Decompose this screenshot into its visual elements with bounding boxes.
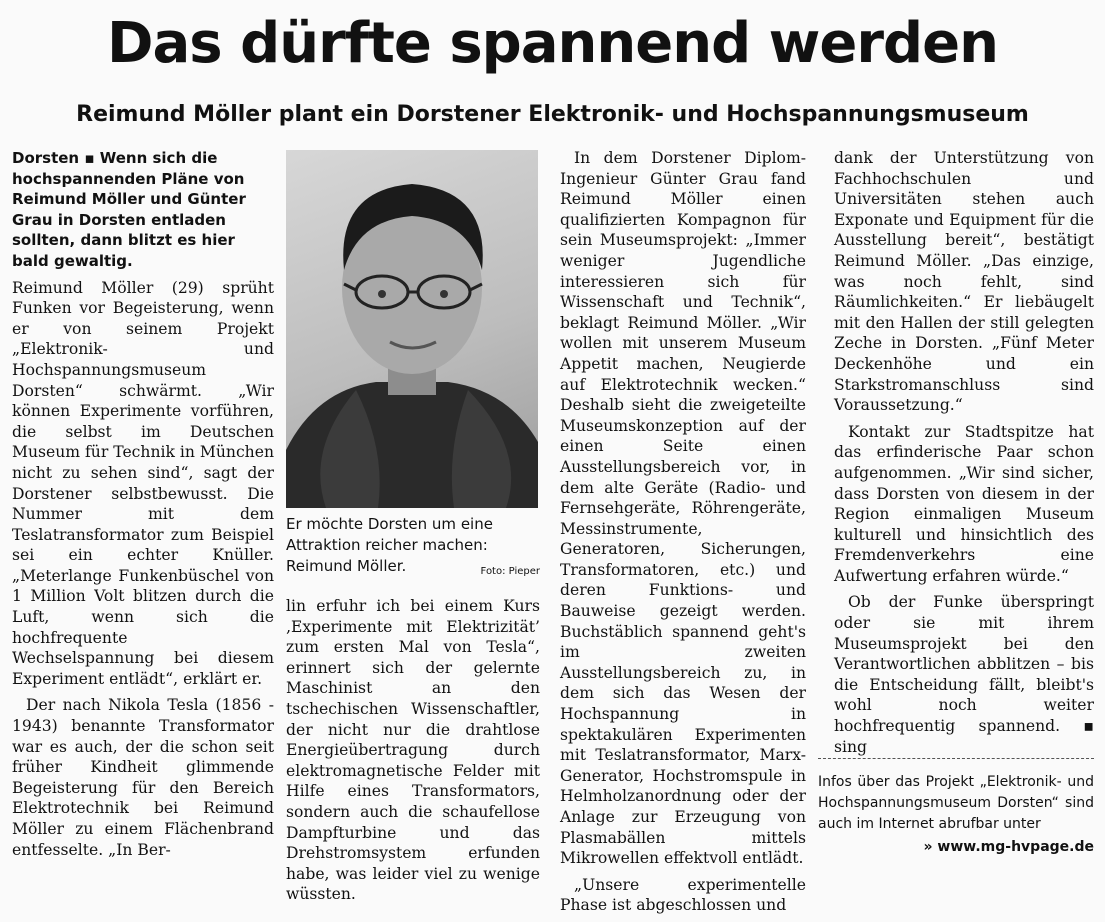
body-paragraph: Kontakt zur Stadtspitze hat das erfinderische Paar schon aufgenommen. „Wir sind sicher, dass Dorsten von diesem in der Region einmaligen Museum kulturell und hinsichtlich des Fremdenverkehrs eine Aufwertung erfahren würde.“	[834, 422, 1094, 585]
photo-credit: Foto: Pieper	[480, 566, 540, 577]
info-box	[818, 772, 1094, 858]
portrait-photo	[286, 150, 538, 508]
caption-text: Er möchte Dorsten um eine Attraktion reicher machen: Reimund Möller.	[286, 515, 493, 575]
body-paragraph: Reimund Möller (29) sprüht Funken vor Begeisterung, wenn er von seinem Projekt „Elektronik- und Hochspannungsmuseum Dorsten“ schwärmt. „Wir können Experimente vorführen, die selbst im Deutschen Museum für Technik in München nicht zu sehen sind“, sagt der Dorstener selbstbewusst. Die Nummer mit dem Teslatransformator zum Beispiel sei ein echter Knüller. „Meterlange Funkenbüschel von 1 Million Volt blitzen durch die Luft, wenn sich die hochfrequente Wechselspannung bei diesem Experiment entlädt“, erklärt er.	[12, 278, 274, 688]
photo-caption	[286, 514, 540, 582]
body-paragraph: Ob der Funke überspringt oder sie mit ihrem Museumsprojekt bei den Verantwortlichen abblitzen – bis die Entscheidung fällt, bleibt's wohl noch weiter hochfrequentig spannend. ▪ sing	[834, 593, 1094, 756]
info-divider	[818, 758, 1094, 759]
website-link[interactable]: » www.mg-hvpage.de	[923, 839, 1094, 855]
info-text: Infos über das Projekt „Elektronik- und Hochspannungsmuseum Dorsten“ sind auch im Internet abrufbar unter	[818, 774, 1094, 832]
headline: Das dürfte spannend werden	[107, 11, 998, 76]
body-paragraph: Der nach Nikola Tesla (1856 - 1943) benannte Transformator war es auch, der die schon seit früher Kindheit glimmende Begeisterung für den Bereich Elektrotechnik bei Reimund Möller zu einem Flächenbrand entfesselte. „In Ber-	[12, 696, 274, 859]
subheadline: Reimund Möller plant ein Dorstener Elektronik- und Hochspannungsmuseum	[76, 102, 1029, 127]
portrait-illustration	[286, 150, 538, 508]
article-column-2	[286, 596, 540, 911]
body-paragraph: In dem Dorstener Diplom-Ingenieur Günter Grau fand Reimund Möller einen qualifizierten Kompagnon für sein Museumsprojekt: „Immer weniger Jugendliche interessieren sich für Wissenschaft und Technik“, beklagt Reimund Möller. „Wir wollen mit unserem Museum Appetit machen, Neugierde auf Elektrotechnik wecken.“ Deshalb sieht die zweigeteilte Museumskonzeption auf der einen Seite einen Ausstellungsbereich vor, in dem alte Geräte (Radio- und Fernsehgeräte, Röhrengeräte, Messinstrumente, Generatoren, Sicherungen, Transformatoren, etc.) und deren Funktions- und Bauweise gezeigt werden. Buchstäblich spannend geht's im zweiten Ausstellungsbereich zu, in dem sich das Wesen der Hochspannung in spektakulären Experimenten mit Teslatransformator, Marx-Generator, Hochstromspule in Helmholzanordnung oder der Anlage zur Erzeugung von Plasmabällen mittels Mikrowellen effektvoll entlädt.	[560, 149, 806, 868]
body-paragraph: „Unsere experimentelle Phase ist abgeschlossen und	[560, 875, 806, 915]
lead-paragraph: Dorsten ▪ Wenn sich die hochspannenden Pläne von Reimund Möller und Günter Grau in Dorsten entladen sollten, dann blitzt es hier bald gewaltig.	[12, 149, 246, 270]
article-column-4	[834, 148, 1094, 763]
article-column-1	[12, 148, 274, 866]
body-paragraph: dank der Unterstützung von Fachhochschulen und Universitäten stehen auch Exponate und Equipment für die Ausstellung bereit“, bestätigt Reimund Möller. „Das einzige, was noch fehlt, sind Räumlichkeiten.“ Er liebäugelt mit den Hallen der still gelegten Zeche in Dorsten. „Fünf Meter Deckenhöhe und ein Starkstromanschluss sind Voraussetzung.“	[834, 149, 1094, 415]
article-column-3	[560, 148, 806, 922]
body-paragraph: lin erfuhr ich bei einem Kurs ‚Experimente mit Elektrizität’ zum ersten Mal von Tesla“, erinnert sich der gelernte Maschinist an den tschechischen Wissenschaftler, der nicht nur die drahtlose Energieübertragung durch elektromagnetische Felder mit Hilfe eines Transformators, sondern auch die schaufellose Dampfturbine und das Drehstromsystem erfunden habe, was leider viel zu wenige wüssten.	[286, 597, 540, 904]
